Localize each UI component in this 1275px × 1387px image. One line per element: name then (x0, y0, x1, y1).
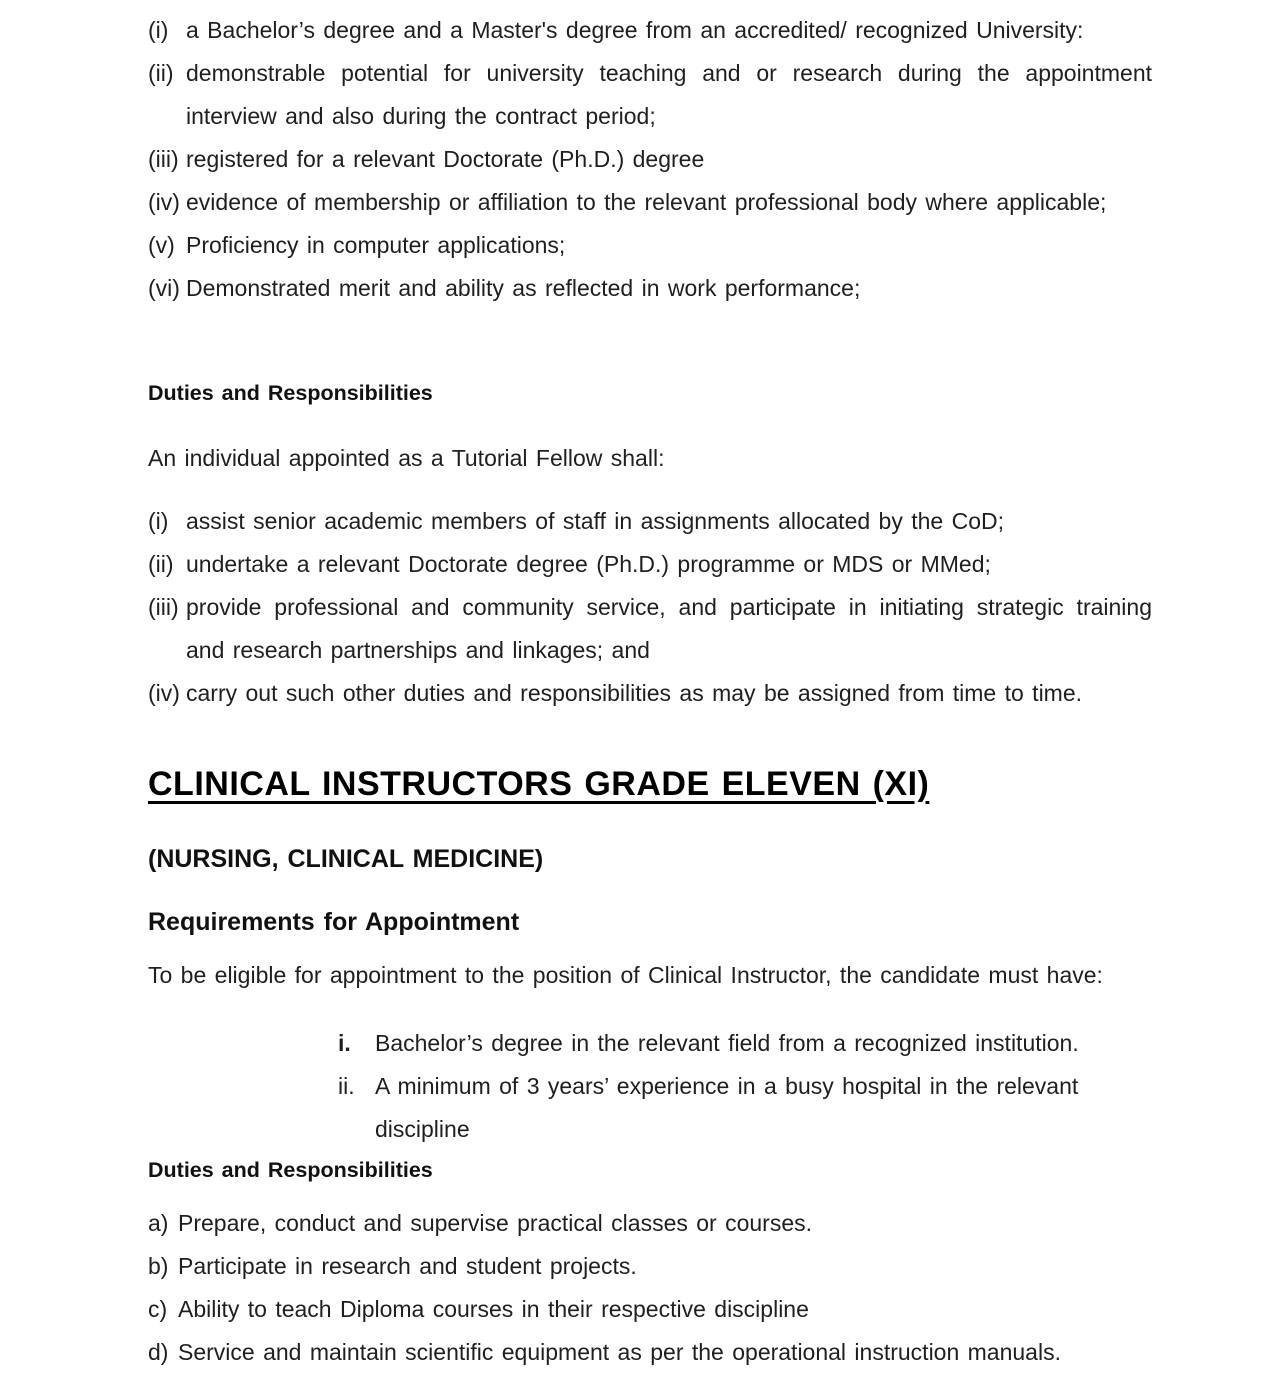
list-item (148, 672, 1152, 715)
section-subtitle: (NURSING, CLINICAL MEDICINE) (148, 845, 544, 873)
item-marker: a) (148, 1210, 169, 1236)
intro-line: To be eligible for appointment to the position of Clinical Instructor, the candidate must have: (148, 962, 1103, 988)
intro-line: An individual appointed as a Tutorial Fellow shall: (148, 445, 665, 471)
list-item (148, 224, 1152, 267)
clinical-instructor-duties-list (148, 1202, 1152, 1374)
list-item (148, 1022, 1152, 1065)
item-line: discipline (375, 1116, 470, 1142)
section-title: CLINICAL INSTRUCTORS GRADE ELEVEN (XI) (148, 765, 930, 803)
item-line: assist senior academic members of staff in assignments allocated by the CoD; (186, 508, 1004, 534)
item-marker: (v) (148, 232, 175, 258)
item-marker: d) (148, 1339, 169, 1365)
list-item (148, 1245, 1152, 1288)
item-marker: (i) (148, 508, 169, 534)
list-item (148, 500, 1152, 543)
requirements-intro (148, 954, 1152, 997)
tutorial-fellow-duties-list (148, 500, 1152, 715)
list-item (148, 586, 1152, 672)
item-line: Proficiency in computer applications; (186, 232, 566, 258)
item-line: A minimum of 3 years’ experience in a busy hospital in the relevant (375, 1073, 1079, 1099)
qualifications-list (148, 9, 1152, 310)
item-marker: (iii) (148, 146, 179, 172)
item-line: undertake a relevant Doctorate degree (Ph.D.) programme or MDS or MMed; (186, 551, 991, 577)
item-line: Service and maintain scientific equipment as per the operational instruction manuals. (178, 1339, 1061, 1365)
item-line: registered for a relevant Doctorate (Ph.D.) degree (186, 146, 705, 172)
item-line: demonstrable potential for university teaching and or research during the appointment (186, 60, 1152, 86)
item-marker: (iii) (148, 594, 179, 620)
item-line: evidence of membership or affiliation to the relevant professional body where applicable; (186, 189, 1107, 215)
item-line: interview and also during the contract period; (186, 103, 656, 129)
list-item (148, 52, 1152, 138)
item-marker: c) (148, 1296, 168, 1322)
requirements-heading: Requirements for Appointment (148, 908, 520, 936)
list-item (148, 138, 1152, 181)
item-line: Ability to teach Diploma courses in their respective discipline (178, 1296, 809, 1322)
item-line: a Bachelor’s degree and a Master's degree from an accredited/ recognized University: (186, 17, 1084, 43)
item-marker: (i) (148, 17, 169, 43)
item-line: provide professional and community service, and participate in initiating strategic training (186, 594, 1152, 620)
item-line: Bachelor’s degree in the relevant field from a recognized institution. (375, 1030, 1079, 1056)
item-line: Demonstrated merit and ability as reflected in work performance; (186, 275, 861, 301)
item-marker: (vi) (148, 275, 180, 301)
item-line: Participate in research and student projects. (178, 1253, 637, 1279)
item-marker: ii. (338, 1073, 355, 1099)
duties-heading-clinical-instructor: Duties and Responsibilities (148, 1158, 433, 1182)
list-item (148, 1065, 1152, 1151)
list-item (148, 1202, 1152, 1245)
duties-heading-tutorial-fellow: Duties and Responsibilities (148, 381, 433, 405)
tutorial-fellow-intro (148, 437, 1152, 480)
item-marker: b) (148, 1253, 169, 1279)
item-marker: (iv) (148, 189, 180, 215)
item-line: and research partnerships and linkages; and (186, 637, 650, 663)
item-marker: (ii) (148, 551, 174, 577)
list-item (148, 543, 1152, 586)
requirements-list (148, 1022, 1152, 1151)
item-marker: i. (338, 1030, 351, 1056)
list-item (148, 9, 1152, 52)
item-marker: (ii) (148, 60, 174, 86)
list-item (148, 1331, 1152, 1374)
item-line: Prepare, conduct and supervise practical classes or courses. (178, 1210, 813, 1236)
item-marker: (iv) (148, 680, 180, 706)
list-item (148, 1288, 1152, 1331)
list-item (148, 267, 1152, 310)
list-item (148, 181, 1152, 224)
item-line: carry out such other duties and responsibilities as may be assigned from time to time. (186, 680, 1083, 706)
